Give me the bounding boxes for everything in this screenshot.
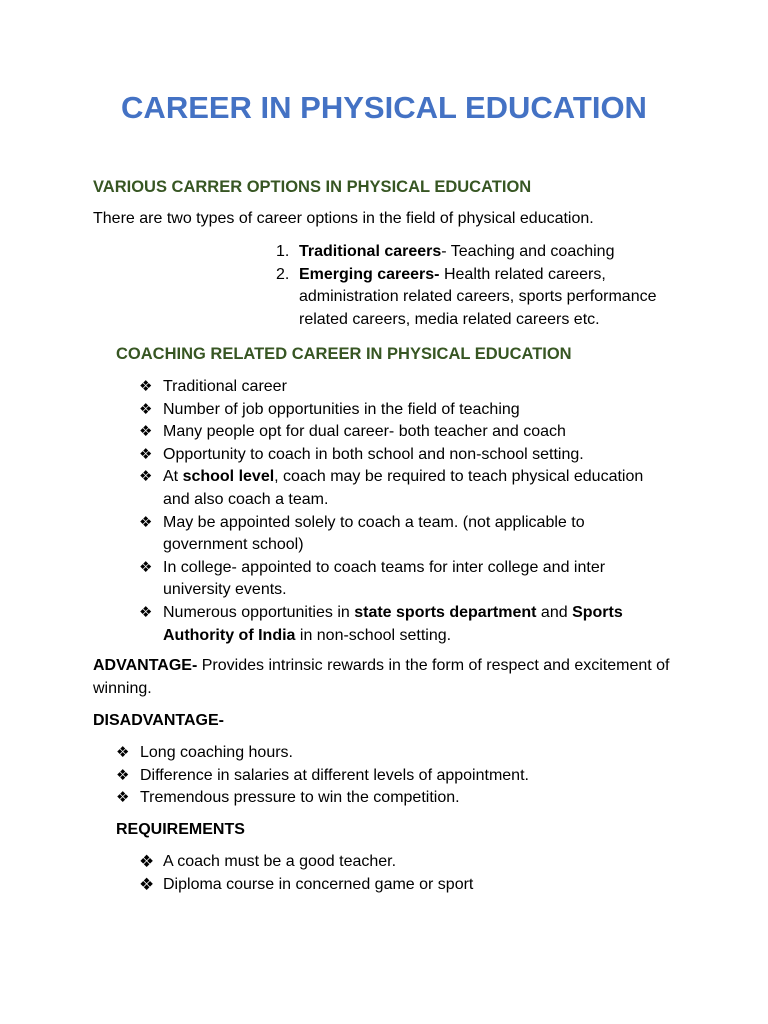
list-item bbox=[139, 602, 659, 647]
list-item bbox=[139, 444, 659, 467]
list-item-text: Difference in salaries at different levels of appointment. bbox=[140, 766, 529, 784]
list-item bbox=[139, 376, 659, 399]
diamond-bullet-icon: ❖ bbox=[139, 513, 153, 531]
list-item-text: Number of job opportunities in the field of teaching bbox=[163, 400, 520, 418]
diamond-bullet-icon: ❖ bbox=[139, 558, 153, 576]
diamond-bullet-icon: ❖ bbox=[139, 423, 153, 441]
diamond-bullet-icon: ❖ bbox=[139, 874, 155, 894]
list-item-text: Tremendous pressure to win the competition. bbox=[140, 789, 460, 807]
list-number: 1. bbox=[276, 243, 290, 260]
list-item bbox=[116, 787, 676, 810]
section-heading-coaching: COACHING RELATED CAREER IN PHYSICAL EDUCATION bbox=[116, 345, 572, 363]
advantage-text: Provides intrinsic rewards in the form of respect and excitement of winning. bbox=[93, 657, 670, 697]
list-item-text: Long coaching hours. bbox=[140, 744, 293, 761]
list-item bbox=[139, 874, 679, 897]
advantage-label: ADVANTAGE- bbox=[93, 657, 198, 674]
list-item-text: A coach must be a good teacher. bbox=[163, 853, 397, 870]
list-item bbox=[276, 241, 676, 264]
career-type-description: Health related careers, administration related careers, sports performance related careers, media related careers etc. bbox=[299, 265, 657, 328]
requirements-list bbox=[139, 851, 679, 896]
disadvantage-label: DISADVANTAGE- bbox=[93, 712, 224, 729]
diamond-bullet-icon: ❖ bbox=[116, 766, 130, 784]
list-item bbox=[139, 512, 659, 557]
list-item-text: Numerous opportunities in bbox=[163, 603, 355, 621]
career-type-label: Emerging careers- bbox=[299, 265, 440, 283]
requirements-label: REQUIREMENTS bbox=[116, 821, 245, 838]
diamond-bullet-icon: ❖ bbox=[116, 744, 130, 761]
career-type-description: - Teaching and coaching bbox=[441, 243, 615, 260]
diamond-bullet-icon: ❖ bbox=[139, 468, 153, 486]
list-item-text: May be appointed solely to coach a team. (not applicable to government school) bbox=[163, 513, 585, 554]
list-item bbox=[116, 742, 676, 765]
list-item bbox=[139, 399, 659, 422]
list-item-text: Opportunity to coach in both school and non-school setting. bbox=[163, 445, 584, 463]
list-item-text: In college- appointed to coach teams for inter college and inter university events. bbox=[163, 558, 606, 599]
list-item-text: At bbox=[163, 468, 183, 486]
list-item-text: and bbox=[536, 603, 573, 621]
section-heading-career-options: VARIOUS CARRER OPTIONS IN PHYSICAL EDUCATION bbox=[93, 178, 532, 196]
diamond-bullet-icon: ❖ bbox=[139, 400, 153, 418]
diamond-bullet-icon: ❖ bbox=[139, 852, 155, 871]
list-item bbox=[139, 466, 659, 511]
intro-paragraph: There are two types of career options in the field of physical education. bbox=[93, 210, 594, 227]
list-item-emphasis: state sports department bbox=[354, 603, 537, 621]
disadvantage-list bbox=[116, 742, 676, 810]
diamond-bullet-icon: ❖ bbox=[139, 603, 153, 621]
diamond-bullet-icon: ❖ bbox=[139, 445, 153, 463]
list-item-emphasis: Sports Authority of India bbox=[163, 603, 623, 644]
list-item bbox=[139, 851, 679, 874]
list-item-text: Traditional career bbox=[163, 378, 287, 395]
advantage-paragraph bbox=[93, 655, 683, 700]
list-item-text: , coach may be required to teach physical education and also coach a team. bbox=[163, 468, 644, 508]
list-item bbox=[139, 421, 659, 444]
list-number: 2. bbox=[276, 265, 290, 283]
list-item-emphasis: school level bbox=[182, 468, 275, 486]
career-type-label: Traditional careers bbox=[299, 243, 442, 260]
list-item-text: Diploma course in concerned game or sport bbox=[163, 875, 474, 893]
career-types-list bbox=[276, 241, 676, 331]
list-item bbox=[276, 264, 676, 332]
list-item-text: in non-school setting. bbox=[295, 626, 452, 644]
list-item bbox=[116, 765, 676, 788]
coaching-points-list bbox=[139, 376, 659, 647]
list-item bbox=[139, 557, 659, 602]
page-title: CAREER IN PHYSICAL EDUCATION bbox=[121, 90, 647, 125]
diamond-bullet-icon: ❖ bbox=[116, 789, 130, 807]
diamond-bullet-icon: ❖ bbox=[139, 378, 153, 395]
list-item-text: Many people opt for dual career- both teacher and coach bbox=[163, 423, 566, 441]
